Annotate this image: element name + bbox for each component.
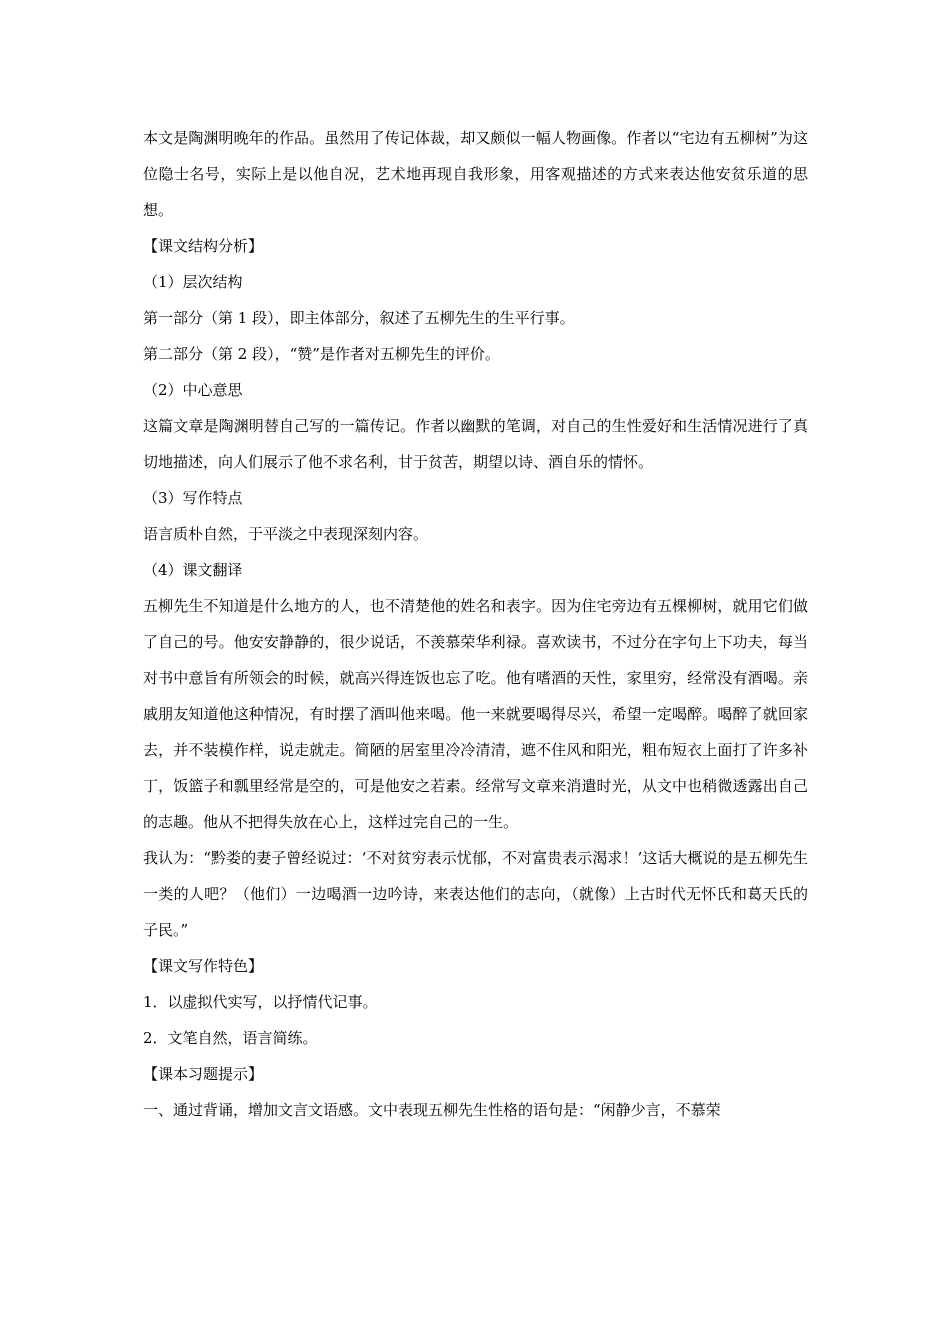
central-idea-paragraph: 这篇文章是陶渊明替自己写的一篇传记。作者以幽默的笔调，对自己的生性爱好和生活情况进行了真切地描述，向人们展示了他不求名利，甘于贫苦，期望以诗、酒自乐的情怀。 xyxy=(143,417,808,471)
subheading-central-idea: （2）中心意思 xyxy=(143,381,243,399)
opinion-paragraph: 我认为：“黔娄的妻子曾经说过：‘不对贫穷表示忧郁，不对富贵表示渴求！’这话大概说的是五柳先生一类的人吧？（他们）一边喝酒一边吟诗，来表达他们的志向，（就像）上古时代无怀氏和葛天氏的子民。” xyxy=(143,849,808,939)
section-heading-exercises: 【课本习题提示】 xyxy=(143,1065,264,1083)
subheading-levels: （1）层次结构 xyxy=(143,273,243,291)
style-item-2: 2．文笔自然，语言简练。 xyxy=(143,1029,318,1047)
section-heading-style: 【课文写作特色】 xyxy=(143,957,264,975)
section-heading-structure: 【课文结构分析】 xyxy=(143,237,264,255)
intro-paragraph: 本文是陶渊明晚年的作品。虽然用了传记体裁，却又颇似一幅人物画像。作者以“宅边有五柳树”为这位隐士名号，实际上是以他自况，艺术地再现自我形象，用客观描述的方式来表达他安贫乐道的思想。 xyxy=(143,129,808,219)
part-one-line: 第一部分（第 1 段），即主体部分，叙述了五柳先生的生平行事。 xyxy=(143,309,575,327)
subheading-writing-features: （3）写作特点 xyxy=(143,489,243,507)
style-item-1: 1．以虚拟代实写，以抒情代记事。 xyxy=(143,993,378,1011)
exercise-paragraph-1: 一、通过背诵，增加文言文语感。文中表现五柳先生性格的语句是：“闲静少言，不慕荣 xyxy=(143,1101,721,1119)
translation-paragraph: 五柳先生不知道是什么地方的人，也不清楚他的姓名和表字。因为住宅旁边有五棵柳树，就用它们做了自己的号。他安安静静的，很少说话，不羡慕荣华利禄。喜欢读书，不过分在字句上下功夫，每当对书中意旨有所领会的时候，就高兴得连饭也忘了吃。他有嗜酒的天性，家里穷，经常没有酒喝。亲戚朋友知道他这种情况，有时摆了酒叫他来喝。他一来就要喝得尽兴，希望一定喝醉。喝醉了就回家去，并不装模作样，说走就走。简陋的居室里冷冷清清，遮不住风和阳光，粗布短衣上面打了许多补丁，饭篮子和瓢里经常是空的，可是他安之若素。经常写文章来消遣时光，从文中也稍微透露出自己的志趣。他从不把得失放在心上，这样过完自己的一生。 xyxy=(143,597,808,831)
part-two-line: 第二部分（第 2 段），“赞”是作者对五柳先生的评价。 xyxy=(143,345,500,363)
writing-features-line: 语言质朴自然，于平淡之中表现深刻内容。 xyxy=(143,525,429,543)
subheading-translation: （4）课文翻译 xyxy=(143,561,243,579)
document-page xyxy=(143,120,808,1128)
